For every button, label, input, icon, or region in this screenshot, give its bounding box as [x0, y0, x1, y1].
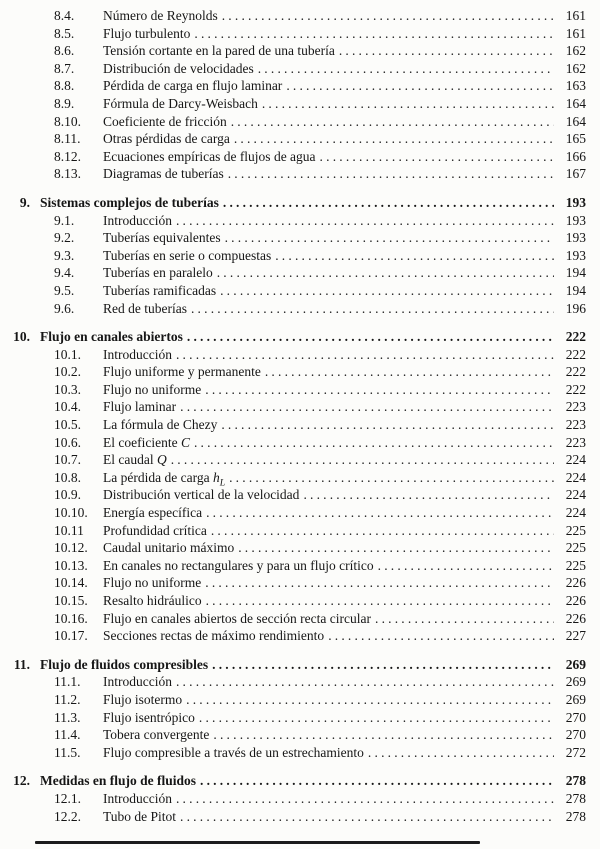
entry-number: 10.5. — [54, 417, 81, 433]
toc-entry — [0, 744, 586, 762]
entry-title: Flujo compresible a través de un estrechamiento — [103, 744, 364, 760]
entry-number: 10.14. — [54, 575, 88, 591]
entry-title: Introducción — [103, 790, 172, 806]
toc-list — [0, 7, 586, 825]
toc-entry — [0, 328, 586, 346]
dot-leader — [368, 744, 554, 762]
toc-entry — [0, 194, 586, 212]
toc-entry — [0, 25, 586, 43]
entry-title: Red de tuberías — [103, 300, 187, 316]
toc-entry — [0, 247, 586, 265]
toc-entry — [0, 363, 586, 381]
entry-title: Ecuaciones empíricas de flujos de agua — [103, 148, 316, 164]
entry-title: Resalto hidráulico — [103, 593, 202, 608]
entry-title: Número de Reynolds — [103, 8, 218, 23]
entry-title: El caudal Q — [103, 452, 167, 468]
entry-title: Caudal unitario máximo — [103, 540, 235, 556]
entry-number: 10.13. — [54, 557, 88, 573]
entry-title: Tuberías ramificadas — [103, 282, 217, 298]
entry-page: 222 — [565, 346, 586, 362]
entry-title: Flujo isotermo — [103, 691, 183, 707]
entry-page: 222 — [565, 381, 586, 397]
entry-number: 8.12. — [54, 148, 81, 164]
dot-leader — [275, 247, 554, 265]
dot-leader — [303, 486, 554, 504]
toc-entry — [0, 504, 586, 522]
toc-entry — [0, 416, 586, 434]
entry-page: 166 — [565, 148, 586, 164]
entry-page: 222 — [565, 364, 586, 380]
entry-number: 9.2. — [54, 230, 75, 246]
entry-title: Otras pérdidas de carga — [103, 131, 230, 147]
entry-number: 8.10. — [54, 113, 81, 129]
entry-page: 226 — [565, 610, 586, 626]
entry-title: La fórmula de Chezy — [103, 417, 218, 433]
entry-title: Flujo uniforme y permanente — [103, 364, 261, 380]
entry-page: 164 — [565, 113, 586, 129]
entry-number: 8.13. — [54, 166, 81, 182]
entry-page: 163 — [565, 78, 586, 94]
entry-page: 224 — [565, 505, 586, 521]
entry-page: 193 — [565, 194, 586, 210]
entry-number: 10.11 — [54, 522, 84, 538]
toc-entry — [0, 434, 586, 452]
entry-number: 10.4. — [54, 399, 81, 415]
math-symbol: $h_L$ — [212, 469, 226, 489]
toc-entry — [0, 673, 586, 691]
entry-page: 194 — [565, 265, 586, 281]
entry-page: 227 — [565, 628, 586, 644]
math-symbol: Q — [156, 452, 167, 468]
entry-page: 226 — [565, 593, 586, 608]
entry-title: Flujo no uniforme — [103, 575, 202, 591]
entry-number: 10.1. — [54, 346, 81, 362]
toc-entry — [0, 709, 586, 727]
entry-title: Profundidad crítica — [103, 522, 207, 538]
dot-leader — [194, 25, 554, 43]
entry-title: Distribución vertical de la velocidad — [103, 487, 300, 503]
toc-entry — [0, 165, 586, 183]
entry-number: 9. — [19, 194, 30, 210]
entry-number: 10.8. — [54, 469, 81, 485]
entry-number: 11.2. — [54, 691, 81, 707]
dot-leader — [206, 592, 554, 610]
entry-title: Diagramas de tuberías — [103, 166, 224, 182]
entry-title: Distribución de velocidades — [103, 60, 254, 76]
entry-title: Flujo de fluidos compresibles — [40, 656, 209, 672]
dot-leader — [200, 772, 554, 790]
toc-entry — [0, 451, 586, 469]
entry-page: 269 — [565, 674, 586, 690]
entry-number: 10.9. — [54, 487, 81, 503]
group-gap — [0, 317, 586, 328]
entry-page: 224 — [565, 469, 586, 485]
toc-entry — [0, 300, 586, 318]
entry-number: 9.5. — [54, 282, 75, 298]
toc-entry — [0, 381, 586, 399]
entry-page: 225 — [565, 540, 586, 556]
entry-title: Coeficiente de fricción — [103, 113, 227, 129]
entry-page: 222 — [565, 329, 586, 345]
entry-number: 11.4. — [54, 727, 81, 743]
entry-title: Flujo en canales abiertos de sección recta circular — [103, 610, 371, 626]
entry-page: 162 — [565, 43, 586, 59]
dot-leader — [194, 434, 554, 452]
toc-entry — [0, 539, 586, 557]
dot-leader — [205, 381, 554, 399]
dot-leader — [220, 282, 554, 300]
toc-entry — [0, 656, 586, 674]
entry-page: 193 — [565, 247, 586, 263]
entry-page: 270 — [565, 727, 586, 743]
group-gap — [0, 761, 586, 772]
entry-number: 10. — [13, 329, 30, 345]
entry-page: 272 — [565, 744, 586, 760]
dot-leader — [206, 504, 554, 522]
entry-number: 10.2. — [54, 364, 81, 380]
entry-page: 223 — [565, 434, 586, 450]
entry-page: 269 — [565, 656, 586, 672]
toc-entry — [0, 60, 586, 78]
toc-entry — [0, 264, 586, 282]
toc-entry — [0, 522, 586, 540]
dot-leader — [176, 673, 554, 691]
toc-entry — [0, 282, 586, 300]
dot-leader — [320, 148, 554, 166]
entry-page: 270 — [565, 709, 586, 725]
entry-page: 194 — [565, 282, 586, 298]
toc-entry — [0, 610, 586, 628]
entry-title: Secciones rectas de máximo rendimiento — [103, 628, 325, 644]
entry-number: 12.1. — [54, 790, 81, 806]
entry-number: 8.7. — [54, 60, 75, 76]
entry-number: 10.16. — [54, 610, 88, 626]
entry-page: 165 — [565, 131, 586, 147]
toc-entry — [0, 557, 586, 575]
entry-title: Pérdida de carga en flujo laminar — [103, 78, 283, 94]
toc-entry — [0, 808, 586, 826]
dot-leader — [225, 229, 554, 247]
dot-leader — [286, 77, 554, 95]
entry-page: 224 — [565, 452, 586, 468]
entry-title: Flujo en canales abiertos — [40, 329, 183, 345]
entry-number: 10.6. — [54, 434, 81, 450]
toc-entry — [0, 113, 586, 131]
math-symbol: C — [180, 434, 190, 450]
entry-page: 193 — [565, 212, 586, 228]
toc-entry — [0, 42, 586, 60]
dot-leader — [205, 574, 554, 592]
dot-leader — [223, 194, 554, 212]
dot-leader — [187, 328, 554, 346]
entry-page: 193 — [565, 230, 586, 246]
entry-number: 10.3. — [54, 381, 81, 397]
entry-number: 12. — [13, 773, 30, 789]
entry-page: 278 — [565, 790, 586, 806]
entry-number: 11.3. — [54, 709, 81, 725]
toc-entry — [0, 592, 586, 610]
toc-entry — [0, 95, 586, 113]
entry-number: 8.11. — [54, 131, 81, 147]
entry-page: 224 — [565, 487, 586, 503]
dot-leader — [375, 610, 554, 628]
entry-page: 225 — [565, 557, 586, 573]
entry-title: Sistemas complejos de tuberías — [40, 194, 219, 210]
entry-title: Tensión cortante en la pared de una tubería — [103, 43, 335, 59]
entry-page: 167 — [565, 166, 586, 182]
entry-page: 225 — [565, 522, 586, 538]
dot-leader — [176, 212, 554, 230]
entry-number: 9.3. — [54, 247, 75, 263]
dot-leader — [176, 790, 554, 808]
entry-title: Tuberías en paralelo — [103, 265, 213, 281]
toc-entry — [0, 486, 586, 504]
dot-leader — [265, 363, 554, 381]
entry-number: 11.1. — [54, 674, 81, 690]
toc-entry — [0, 346, 586, 364]
entry-title: Flujo no uniforme — [103, 381, 202, 397]
entry-page: 161 — [565, 8, 586, 23]
entry-page: 164 — [565, 95, 586, 111]
toc-entry — [0, 148, 586, 166]
entry-number: 9.6. — [54, 300, 75, 316]
entry-page: 223 — [565, 417, 586, 433]
entry-title: Tobera convergente — [103, 727, 210, 743]
entry-page: 223 — [565, 399, 586, 415]
dot-leader — [378, 557, 554, 575]
entry-number: 9.4. — [54, 265, 75, 281]
group-gap — [0, 645, 586, 656]
toc-entry — [0, 790, 586, 808]
toc-entry — [0, 7, 586, 25]
entry-title: Introducción — [103, 212, 172, 228]
dot-leader — [339, 42, 554, 60]
entry-title: Flujo isentrópico — [103, 709, 195, 725]
dot-leader — [217, 264, 554, 282]
dot-leader — [171, 451, 554, 469]
entry-number: 11. — [13, 656, 30, 672]
toc-entry — [0, 691, 586, 709]
dot-leader — [328, 627, 554, 645]
entry-title: La pérdida de carga $h_L$ — [103, 469, 226, 489]
dot-leader — [221, 416, 554, 434]
dot-leader — [238, 539, 554, 557]
dot-leader — [186, 691, 554, 709]
entry-page: 278 — [565, 808, 586, 824]
entry-title: Energía específica — [103, 505, 203, 521]
entry-number: 8.9. — [54, 95, 75, 111]
toc-entry — [0, 726, 586, 744]
entry-number: 10.7. — [54, 452, 81, 468]
toc-entry — [0, 77, 586, 95]
entry-title: Tubo de Pitot — [103, 808, 177, 824]
entry-page: 226 — [565, 575, 586, 591]
entry-number: 10.10. — [54, 505, 88, 521]
entry-title: Tuberías en serie o compuestas — [103, 247, 272, 263]
entry-number: 10.15. — [54, 593, 88, 608]
entry-title: Tuberías equivalentes — [103, 230, 221, 246]
entry-number: 8.4. — [54, 8, 75, 23]
dot-leader — [211, 522, 554, 540]
toc-entry — [0, 398, 586, 416]
entry-title: El coeficiente C — [103, 434, 190, 450]
entry-title: Medidas en flujo de fluidos — [40, 773, 197, 789]
entry-title: Introducción — [103, 674, 172, 690]
toc-entry — [0, 574, 586, 592]
entry-title: Fórmula de Darcy-Weisbach — [103, 95, 258, 111]
dot-leader — [191, 300, 554, 318]
entry-number: 8.8. — [54, 78, 75, 94]
toc-entry — [0, 469, 586, 487]
entry-number: 12.2. — [54, 808, 81, 824]
dot-leader — [229, 469, 554, 487]
entry-number: 10.17. — [54, 628, 88, 644]
entry-title: Flujo laminar — [103, 399, 177, 415]
entry-number: 10.12. — [54, 540, 88, 556]
group-gap — [0, 183, 586, 194]
dot-leader — [234, 130, 554, 148]
dot-leader — [180, 398, 554, 416]
entry-page: 162 — [565, 60, 586, 76]
toc-entry — [0, 229, 586, 247]
dot-leader — [231, 113, 554, 131]
entry-number: 11.5. — [54, 744, 81, 760]
dot-leader — [222, 7, 554, 25]
dot-leader — [199, 709, 554, 727]
entry-number: 9.1. — [54, 212, 75, 228]
dot-leader — [176, 346, 554, 364]
scan-artifact-line — [35, 841, 480, 844]
toc-entry — [0, 212, 586, 230]
toc-entry — [0, 130, 586, 148]
entry-title: Introducción — [103, 346, 172, 362]
entry-number: 8.6. — [54, 43, 75, 59]
dot-leader — [258, 60, 554, 78]
entry-title: Flujo turbulento — [103, 25, 191, 41]
entry-number: 8.5. — [54, 25, 75, 41]
dot-leader — [212, 656, 554, 674]
toc-entry — [0, 627, 586, 645]
entry-title: En canales no rectangulares y para un flujo crítico — [103, 557, 374, 573]
toc-entry — [0, 772, 586, 790]
entry-page: 269 — [565, 691, 586, 707]
dot-leader — [213, 726, 554, 744]
dot-leader — [262, 95, 554, 113]
dot-leader — [228, 165, 554, 183]
entry-page: 196 — [565, 300, 586, 316]
entry-page: 278 — [565, 773, 586, 789]
math-subscript: L — [219, 477, 226, 489]
entry-page: 161 — [565, 25, 586, 41]
dot-leader — [180, 808, 554, 826]
